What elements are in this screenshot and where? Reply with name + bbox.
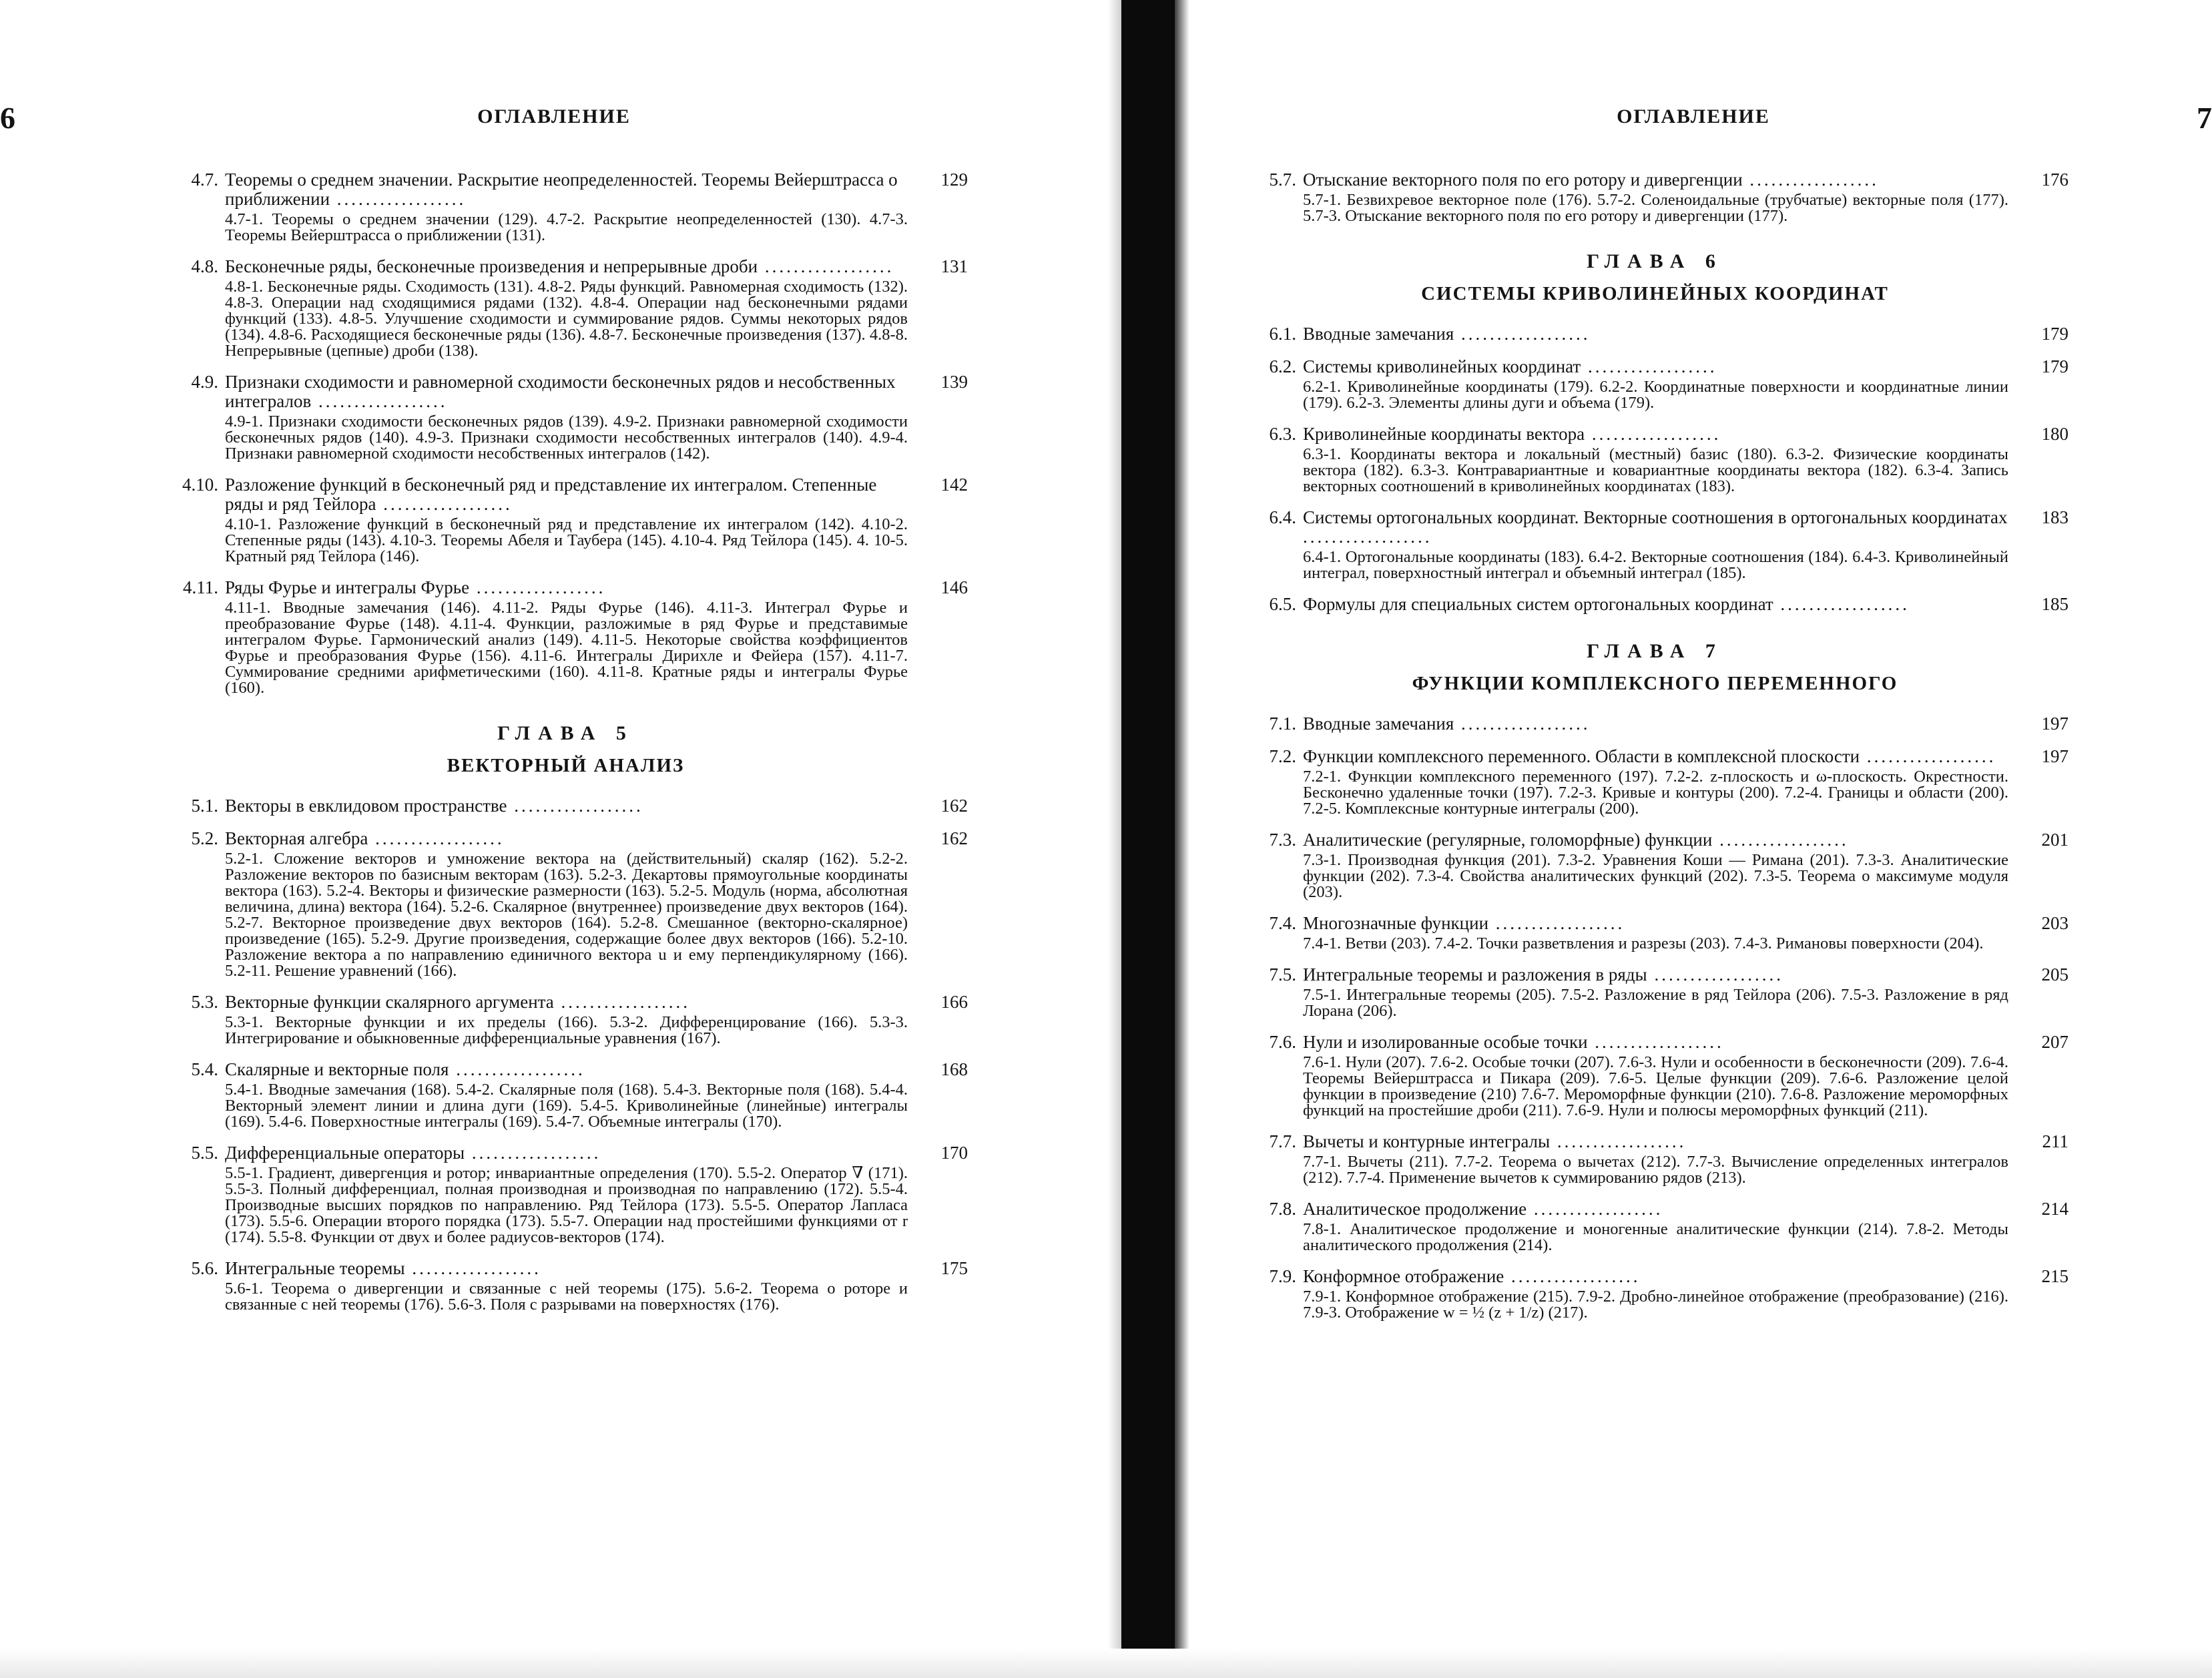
toc-entry-row bbox=[164, 1143, 968, 1163]
toc-list bbox=[1241, 170, 2068, 224]
dot-leader: .................. bbox=[311, 391, 448, 411]
toc-entry bbox=[1241, 324, 2068, 344]
section-number: 5.5. bbox=[191, 1143, 218, 1163]
page-ref: 211 bbox=[2042, 1131, 2068, 1151]
dot-leader: .................. bbox=[368, 828, 505, 848]
toc-entry-row bbox=[1241, 747, 2068, 766]
section-title: Конформное отображение .................. bbox=[1303, 1266, 1641, 1286]
dot-leader: .................. bbox=[1581, 356, 1717, 376]
section-number: 7.7. bbox=[1269, 1131, 1296, 1151]
section-title: Нули и изолированные особые точки .................. bbox=[1303, 1032, 1724, 1052]
dot-leader: .................. bbox=[1585, 424, 1721, 444]
dot-leader: .................. bbox=[1587, 1032, 1724, 1052]
subsection-list: 7.7-1. Вычеты (211). 7.7-2. Теорема о вычетах (212). 7.7-3. Вычисление определенных интегралов (212). 7.7-4. Применение вычетов к суммированию рядов (213). bbox=[1303, 1153, 2008, 1187]
dot-leader: .................. bbox=[449, 1059, 585, 1079]
toc-entry bbox=[1241, 1132, 2068, 1186]
dot-leader: .................. bbox=[1742, 170, 1879, 190]
subsection-list: 6.2-1. Криволинейные координаты (179). 6.2-2. Координатные поверхности и координатные линии (179). 6.2-3. Элементы длины дуги и объема (179). bbox=[1303, 378, 2008, 412]
toc-entry bbox=[1241, 714, 2068, 734]
subsection-list: 7.6-1. Нули (207). 7.6-2. Особые точки (207). 7.6-3. Нули и особенности в бесконечности (209). 7.6-4. Теоремы Вейерштрасса и Пикара (209). 7.6-5. Целые функции (209). 7.6-6. Разложение целой функции в произведение (210) 7.6-7. Мероморфные функции (210). 7.6-8. Разложение мероморфных функций на простейшие дроби (211). 7.6-9. Нули и полюсы мероморфных функций (211). bbox=[1303, 1053, 2008, 1119]
toc-entry-row bbox=[1241, 357, 2068, 376]
toc-content bbox=[1241, 170, 2068, 1334]
section-title: Аналитическое продолжение .................. bbox=[1303, 1199, 1663, 1219]
toc-entry bbox=[164, 993, 968, 1047]
section-title: Системы ортогональных координат. Векторные соотношения в ортогональных координатах .................. bbox=[1303, 507, 2008, 547]
section-number: 4.10. bbox=[182, 475, 218, 495]
section-number: 6.1. bbox=[1269, 324, 1296, 344]
section-number: 7.8. bbox=[1269, 1199, 1296, 1219]
page-ref: 166 bbox=[940, 992, 968, 1012]
section-number: 4.11. bbox=[183, 577, 218, 597]
toc-entry bbox=[1241, 508, 2068, 581]
toc-list bbox=[164, 170, 968, 696]
toc-list bbox=[1241, 714, 2068, 1321]
page-ref: 179 bbox=[2041, 324, 2068, 344]
toc-entry bbox=[1241, 170, 2068, 224]
section-title: Бесконечные ряды, бесконечные произведения и непрерывные дроби .................. bbox=[225, 256, 894, 276]
section-number: 7.4. bbox=[1269, 913, 1296, 933]
toc-entry-row bbox=[1241, 1033, 2068, 1052]
page-ref: 203 bbox=[2041, 913, 2068, 933]
page-ref: 207 bbox=[2041, 1032, 2068, 1052]
subsection-list: 5.7-1. Безвихревое векторное поле (176). 5.7-2. Соленоидальные (трубчатые) векторные поля (177). 5.7-3. Отыскание векторного поля по его ротору и дивергенции (177). bbox=[1303, 191, 2008, 225]
left-gutter-shadow bbox=[1108, 0, 1121, 1678]
section-title: Криволинейные координаты вектора .................. bbox=[1303, 424, 1721, 444]
toc-entry bbox=[1241, 1033, 2068, 1119]
page-ref: 183 bbox=[2041, 507, 2068, 527]
page-ref: 170 bbox=[940, 1143, 968, 1163]
section-title: Аналитические (регулярные, голоморфные) функции .................. bbox=[1303, 830, 1849, 850]
toc-content bbox=[164, 170, 968, 1326]
dot-leader: .................. bbox=[758, 256, 894, 276]
section-title: Векторные функции скалярного аргумента .................. bbox=[225, 992, 690, 1012]
toc-entry-row bbox=[164, 993, 968, 1012]
toc-entry bbox=[1241, 830, 2068, 900]
section-title: Скалярные и векторные поля .................. bbox=[225, 1059, 585, 1079]
toc-entry-row bbox=[164, 372, 968, 411]
section-title: Теоремы о среднем значении. Раскрытие неопределенностей. Теоремы Вейерштрасса о приближении .................. bbox=[225, 170, 898, 209]
page-ref: 201 bbox=[2041, 830, 2068, 850]
section-number: 5.4. bbox=[191, 1059, 218, 1079]
section-number: 7.1. bbox=[1269, 714, 1296, 734]
toc-entry bbox=[164, 257, 968, 359]
page-ref: 205 bbox=[2041, 964, 2068, 985]
section-number: 5.2. bbox=[191, 828, 218, 848]
section-title: Вводные замечания .................. bbox=[1303, 324, 1591, 344]
subsection-list: 4.11-1. Вводные замечания (146). 4.11-2. Ряды Фурье (146). 4.11-3. Интеграл Фурье и преобразование Фурье (148). 4.11-4. Функции, разложимые в ряд Фурье и представимые интегралом Фурье. Гармонический анализ (149). 4.11-5. Некоторые свойства коэффициентов Фурье и преобразования Фурье (156). 4.11-6. Интегралы Дирихле и Фейера (157). 4.11-7. Суммирование средними арифметическими (160). 4.11-8. Кратные ряды и интегралы Фурье (160). bbox=[225, 599, 908, 697]
toc-entry bbox=[1241, 357, 2068, 411]
section-title: Признаки сходимости и равномерной сходимости бесконечных рядов и несобственных интегралов .................. bbox=[225, 372, 896, 411]
dot-leader: .................. bbox=[376, 494, 513, 514]
section-number: 4.8. bbox=[191, 256, 218, 276]
subsection-list: 7.5-1. Интегральные теоремы (205). 7.5-2. Разложение в ряд Тейлора (206). 7.5-3. Разложение в ряд Лорана (206). bbox=[1303, 986, 2008, 1020]
toc-entry-row bbox=[164, 1060, 968, 1079]
section-number: 4.7. bbox=[191, 170, 218, 190]
toc-entry-row bbox=[164, 796, 968, 816]
toc-entry bbox=[1241, 1199, 2068, 1253]
toc-entry bbox=[1241, 747, 2068, 817]
toc-entry bbox=[164, 796, 968, 816]
page-number: 7 bbox=[2197, 101, 2212, 135]
chapter-heading bbox=[1241, 638, 2068, 697]
chapter-label: ГЛАВА 5 bbox=[497, 722, 634, 744]
toc-entry bbox=[164, 1060, 968, 1130]
section-title: Вычеты и контурные интегралы .................. bbox=[1303, 1131, 1687, 1151]
dot-leader: .................. bbox=[1647, 964, 1783, 985]
section-title: Системы криволинейных координат .................. bbox=[1303, 356, 1717, 376]
toc-list bbox=[164, 796, 968, 1313]
section-title: Интегральные теоремы и разложения в ряды .................. bbox=[1303, 964, 1783, 985]
page-ref: 185 bbox=[2041, 594, 2068, 614]
section-title: Векторы в евклидовом пространстве .................. bbox=[225, 796, 643, 816]
toc-entry-row bbox=[1241, 595, 2068, 614]
subsection-list: 4.9-1. Признаки сходимости бесконечных рядов (139). 4.9-2. Признаки равномерной сходимости бесконечных рядов (140). 4.9-3. Признаки сходимости несобственных интегралов (140). 4.9-4. Признаки равномерной сходимости несобственных интегралов (142). bbox=[225, 412, 908, 463]
page-ref: 146 bbox=[940, 577, 968, 597]
chapter-label: ГЛАВА 6 bbox=[1587, 250, 1723, 272]
toc-entry bbox=[164, 1143, 968, 1245]
page-ref: 214 bbox=[2041, 1199, 2068, 1219]
section-number: 4.9. bbox=[191, 372, 218, 392]
section-number: 6.2. bbox=[1269, 356, 1296, 376]
page-ref: 168 bbox=[940, 1059, 968, 1079]
page-ref: 131 bbox=[940, 256, 968, 276]
page-ref: 179 bbox=[2041, 356, 2068, 376]
toc-entry-row bbox=[1241, 714, 2068, 734]
section-number: 7.3. bbox=[1269, 830, 1296, 850]
toc-list bbox=[1241, 324, 2068, 614]
section-number: 5.6. bbox=[191, 1258, 218, 1278]
toc-entry bbox=[164, 829, 968, 979]
page-ref: 197 bbox=[2041, 714, 2068, 734]
section-title: Ряды Фурье и интегралы Фурье .................. bbox=[225, 577, 606, 597]
section-title: Функции комплексного переменного. Области в комплексной плоскости .................. bbox=[1303, 746, 1996, 766]
chapter-title: ФУНКЦИИ КОМПЛЕКСНОГО ПЕРЕМЕННОГО bbox=[1412, 673, 1898, 694]
dot-leader: .................. bbox=[1454, 714, 1591, 734]
section-title: Дифференциальные операторы .................. bbox=[225, 1143, 601, 1163]
toc-entry-row bbox=[1241, 1267, 2068, 1286]
running-header: ОГЛАВЛЕНИЕ bbox=[477, 105, 631, 127]
toc-entry bbox=[164, 170, 968, 244]
toc-entry-row bbox=[1241, 508, 2068, 547]
dot-leader: .................. bbox=[1860, 746, 1996, 766]
page-ref: 162 bbox=[940, 828, 968, 848]
chapter-heading bbox=[164, 720, 968, 779]
section-number: 7.5. bbox=[1269, 964, 1296, 985]
dot-leader: .................. bbox=[1504, 1266, 1641, 1286]
subsection-list: 7.9-1. Конформное отображение (215). 7.9-2. Дробно-линейное отображение (преобразование) (216). 7.9-3. Отображение w = ½ (z + 1/z) (217). bbox=[1303, 1288, 2008, 1322]
chapter-title: СИСТЕМЫ КРИВОЛИНЕЙНЫХ КООРДИНАТ bbox=[1421, 283, 1889, 304]
subsection-list: 5.6-1. Теорема о дивергенции и связанные с ней теоремы (175). 5.6-2. Теорема о роторе и связанные с ней теоремы (176). 5.6-3. Поля с разрывами на поверхностях (176). bbox=[225, 1280, 908, 1314]
section-number: 7.2. bbox=[1269, 746, 1296, 766]
toc-entry-row bbox=[1241, 965, 2068, 985]
page-ref: 175 bbox=[940, 1258, 968, 1278]
subsection-list: 7.3-1. Производная функция (201). 7.3-2. Уравнения Коши — Римана (201). 7.3-3. Аналитические функции (202). 7.3-4. Свойства аналитических функций (202). 7.3-5. Теорема о максимуме модуля (203). bbox=[1303, 851, 2008, 901]
subsection-list: 4.8-1. Бесконечные ряды. Сходимость (131). 4.8-2. Ряды функций. Равномерная сходимость (132). 4.8-3. Операции над сходящимися рядами (132). 4.8-4. Операции над бесконечными рядами функций (133). 4.8-5. Улучшение сходимости и суммирование рядов. Суммы некоторых рядов (134). 4.8-6. Расходящиеся бесконечные ряды (136). 4.8-7. Бесконечные произведения (137). 4.8-8. Непрерывные (цепные) дроби (138). bbox=[225, 278, 908, 360]
toc-entry-row bbox=[164, 829, 968, 848]
toc-entry-row bbox=[164, 170, 968, 209]
dot-leader: .................. bbox=[1488, 913, 1625, 933]
dot-leader: .................. bbox=[469, 577, 606, 597]
page-ref: 197 bbox=[2041, 746, 2068, 766]
toc-entry-row bbox=[164, 257, 968, 276]
dot-leader: .................. bbox=[1303, 527, 1432, 547]
section-title: Интегральные теоремы .................. bbox=[225, 1258, 541, 1278]
section-title: Многозначные функции .................. bbox=[1303, 913, 1625, 933]
chapter-heading bbox=[1241, 248, 2068, 307]
subsection-list: 4.7-1. Теоремы о среднем значении (129). 4.7-2. Раскрытие неопределенностей (130). 4.7-3. Теоремы Вейерштрасса о приближении (131). bbox=[225, 210, 908, 244]
dot-leader: .................. bbox=[330, 189, 467, 209]
toc-entry-row bbox=[1241, 830, 2068, 850]
page-ref: 139 bbox=[940, 372, 968, 392]
dot-leader: .................. bbox=[404, 1258, 541, 1278]
section-number: 5.3. bbox=[191, 992, 218, 1012]
section-title: Отыскание векторного поля по его ротору и дивергенции .................. bbox=[1303, 170, 1879, 190]
toc-entry-row bbox=[1241, 1199, 2068, 1219]
toc-entry-row bbox=[164, 578, 968, 597]
toc-entry bbox=[164, 1259, 968, 1313]
section-title: Формулы для специальных систем ортогональных координат .................. bbox=[1303, 594, 1910, 614]
toc-entry-row bbox=[1241, 170, 2068, 190]
dot-leader: .................. bbox=[1550, 1131, 1687, 1151]
section-number: 5.7. bbox=[1269, 170, 1296, 190]
dot-leader: .................. bbox=[1527, 1199, 1663, 1219]
subsection-list: 7.8-1. Аналитическое продолжение и моногенные аналитические функции (214). 7.8-2. Методы аналитического продолжения (214). bbox=[1303, 1220, 2008, 1254]
subsection-list: 7.2-1. Функции комплексного переменного (197). 7.2-2. z-плоскость и ω-плоскость. Окрестности. Бесконечно удаленные точки (197). 7.2-3. Кривые и контуры (200). 7.2-4. Границы и области (200). 7.2-5. Комплексные контурные интегралы (200). bbox=[1303, 768, 2008, 818]
page-number: 6 bbox=[0, 101, 15, 135]
toc-entry-row bbox=[1241, 324, 2068, 344]
book-spine-gutter bbox=[1121, 0, 1175, 1678]
subsection-list: 5.2-1. Сложение векторов и умножение вектора на (действительный) скаляр (162). 5.2-2. Разложение векторов по базисным векторам (163). 5.2-3. Декартовы прямоугольные координаты вектора (163). 5.2-4. Векторы и физические размерности (163). 5.2-5. Модуль (норма, абсолютная величина, длина) вектора (164). 5.2-6. Скалярное (внутреннее) произведение двух векторов (164). 5.2-7. Векторное произведение двух векторов (164). 5.2-8. Смешанное (векторно-скалярное) произведение (165). 5.2-9. Другие произведения, содержащие более двух векторов (166). 5.2-10. Разложение вектора a по направлению единичного вектора u и ему перпендикулярному (166). 5.2-11. Решение уравнений (166). bbox=[225, 850, 908, 980]
toc-entry bbox=[1241, 965, 2068, 1019]
section-number: 6.3. bbox=[1269, 424, 1296, 444]
page-ref: 162 bbox=[940, 796, 968, 816]
section-title: Вводные замечания .................. bbox=[1303, 714, 1591, 734]
section-number: 6.4. bbox=[1269, 507, 1296, 527]
toc-entry-row bbox=[1241, 425, 2068, 444]
section-title: Векторная алгебра .................. bbox=[225, 828, 505, 848]
toc-entry bbox=[1241, 1267, 2068, 1321]
right-page bbox=[1175, 0, 2212, 1678]
page-ref: 215 bbox=[2041, 1266, 2068, 1286]
subsection-list: 4.10-1. Разложение функций в бесконечный ряд и представление их интегралом (142). 4.10-2. Степенные ряды (143). 4.10-3. Теоремы Абеля и Таубера (145). 4.10-4. Ряд Тейлора (145). 4. 10-5. Кратный ряд Тейлора (146). bbox=[225, 515, 908, 565]
section-number: 7.9. bbox=[1269, 1266, 1296, 1286]
toc-entry bbox=[1241, 425, 2068, 495]
dot-leader: .................. bbox=[1773, 594, 1910, 614]
section-title: Разложение функций в бесконечный ряд и представление их интегралом. Степенные ряды и ряд Тейлора .................. bbox=[225, 475, 877, 514]
chapter-label: ГЛАВА 7 bbox=[1587, 640, 1723, 662]
section-number: 6.5. bbox=[1269, 594, 1296, 614]
page-ref: 176 bbox=[2041, 170, 2068, 190]
toc-entry-row bbox=[164, 1259, 968, 1278]
page-ref: 129 bbox=[940, 170, 968, 190]
subsection-list: 5.5-1. Градиент, дивергенция и ротор; инвариантные определения (170). 5.5-2. Оператор ∇ (171). 5.5-3. Полный дифференциал, полная производная и производная по направлению (172). 5.5-4. Производные высших порядков по направлению. Ряд Тейлора (173). 5.5-5. Оператор Лапласа (173). 5.5-6. Операции второго порядка (173). 5.5-7. Операции над простейшими функциями от r (174). 5.5-8. Функции от двух и более радиусов-векторов (174). bbox=[225, 1164, 908, 1246]
section-number: 5.1. bbox=[191, 796, 218, 816]
toc-entry-row bbox=[1241, 1132, 2068, 1151]
subsection-list: 6.4-1. Ортогональные координаты (183). 6.4-2. Векторные соотношения (184). 6.4-3. Криволинейный интеграл, поверхностный интеграл и объемный интеграл (185). bbox=[1303, 548, 2008, 582]
page-ref: 142 bbox=[940, 475, 968, 495]
section-number: 7.6. bbox=[1269, 1032, 1296, 1052]
subsection-list: 5.3-1. Векторные функции и их пределы (166). 5.3-2. Дифференцирование (166). 5.3-3. Интегрирование и обыкновенные дифференциальные уравнения (167). bbox=[225, 1013, 908, 1047]
dot-leader: .................. bbox=[1712, 830, 1849, 850]
toc-entry-row bbox=[1241, 914, 2068, 933]
dot-leader: .................. bbox=[507, 796, 643, 816]
toc-entry bbox=[1241, 595, 2068, 614]
dot-leader: .................. bbox=[465, 1143, 601, 1163]
toc-entry bbox=[164, 578, 968, 696]
subsection-list: 7.4-1. Ветви (203). 7.4-2. Точки разветвления и разрезы (203). 7.4-3. Римановы поверхности (204). bbox=[1303, 934, 1984, 952]
toc-entry-row bbox=[164, 475, 968, 514]
dot-leader: .................. bbox=[1454, 324, 1591, 344]
toc-entry bbox=[1241, 914, 2068, 952]
dot-leader: .................. bbox=[553, 992, 690, 1012]
subsection-list: 6.3-1. Координаты вектора и локальный (местный) базис (180). 6.3-2. Физические координаты вектора (182). 6.3-3. Контравариантные и ковариантные координаты вектора (182). 6.3-4. Запись векторных соотношений в криволинейных координатах (183). bbox=[1303, 445, 2008, 495]
chapter-title: ВЕКТОРНЫЙ АНАЛИЗ bbox=[447, 755, 685, 776]
toc-entry bbox=[164, 475, 968, 565]
subsection-list: 5.4-1. Вводные замечания (168). 5.4-2. Скалярные поля (168). 5.4-3. Векторные поля (168). 5.4-4. Векторный элемент линии и длина дуги (169). 5.4-5. Криволинейные (линейные) интегралы (169). 5.4-6. Поверхностные интегралы (169). 5.4-7. Объемные интегралы (170). bbox=[225, 1081, 908, 1131]
page-ref: 180 bbox=[2041, 424, 2068, 444]
running-header: ОГЛАВЛЕНИЕ bbox=[1617, 105, 1770, 127]
toc-entry bbox=[164, 372, 968, 462]
